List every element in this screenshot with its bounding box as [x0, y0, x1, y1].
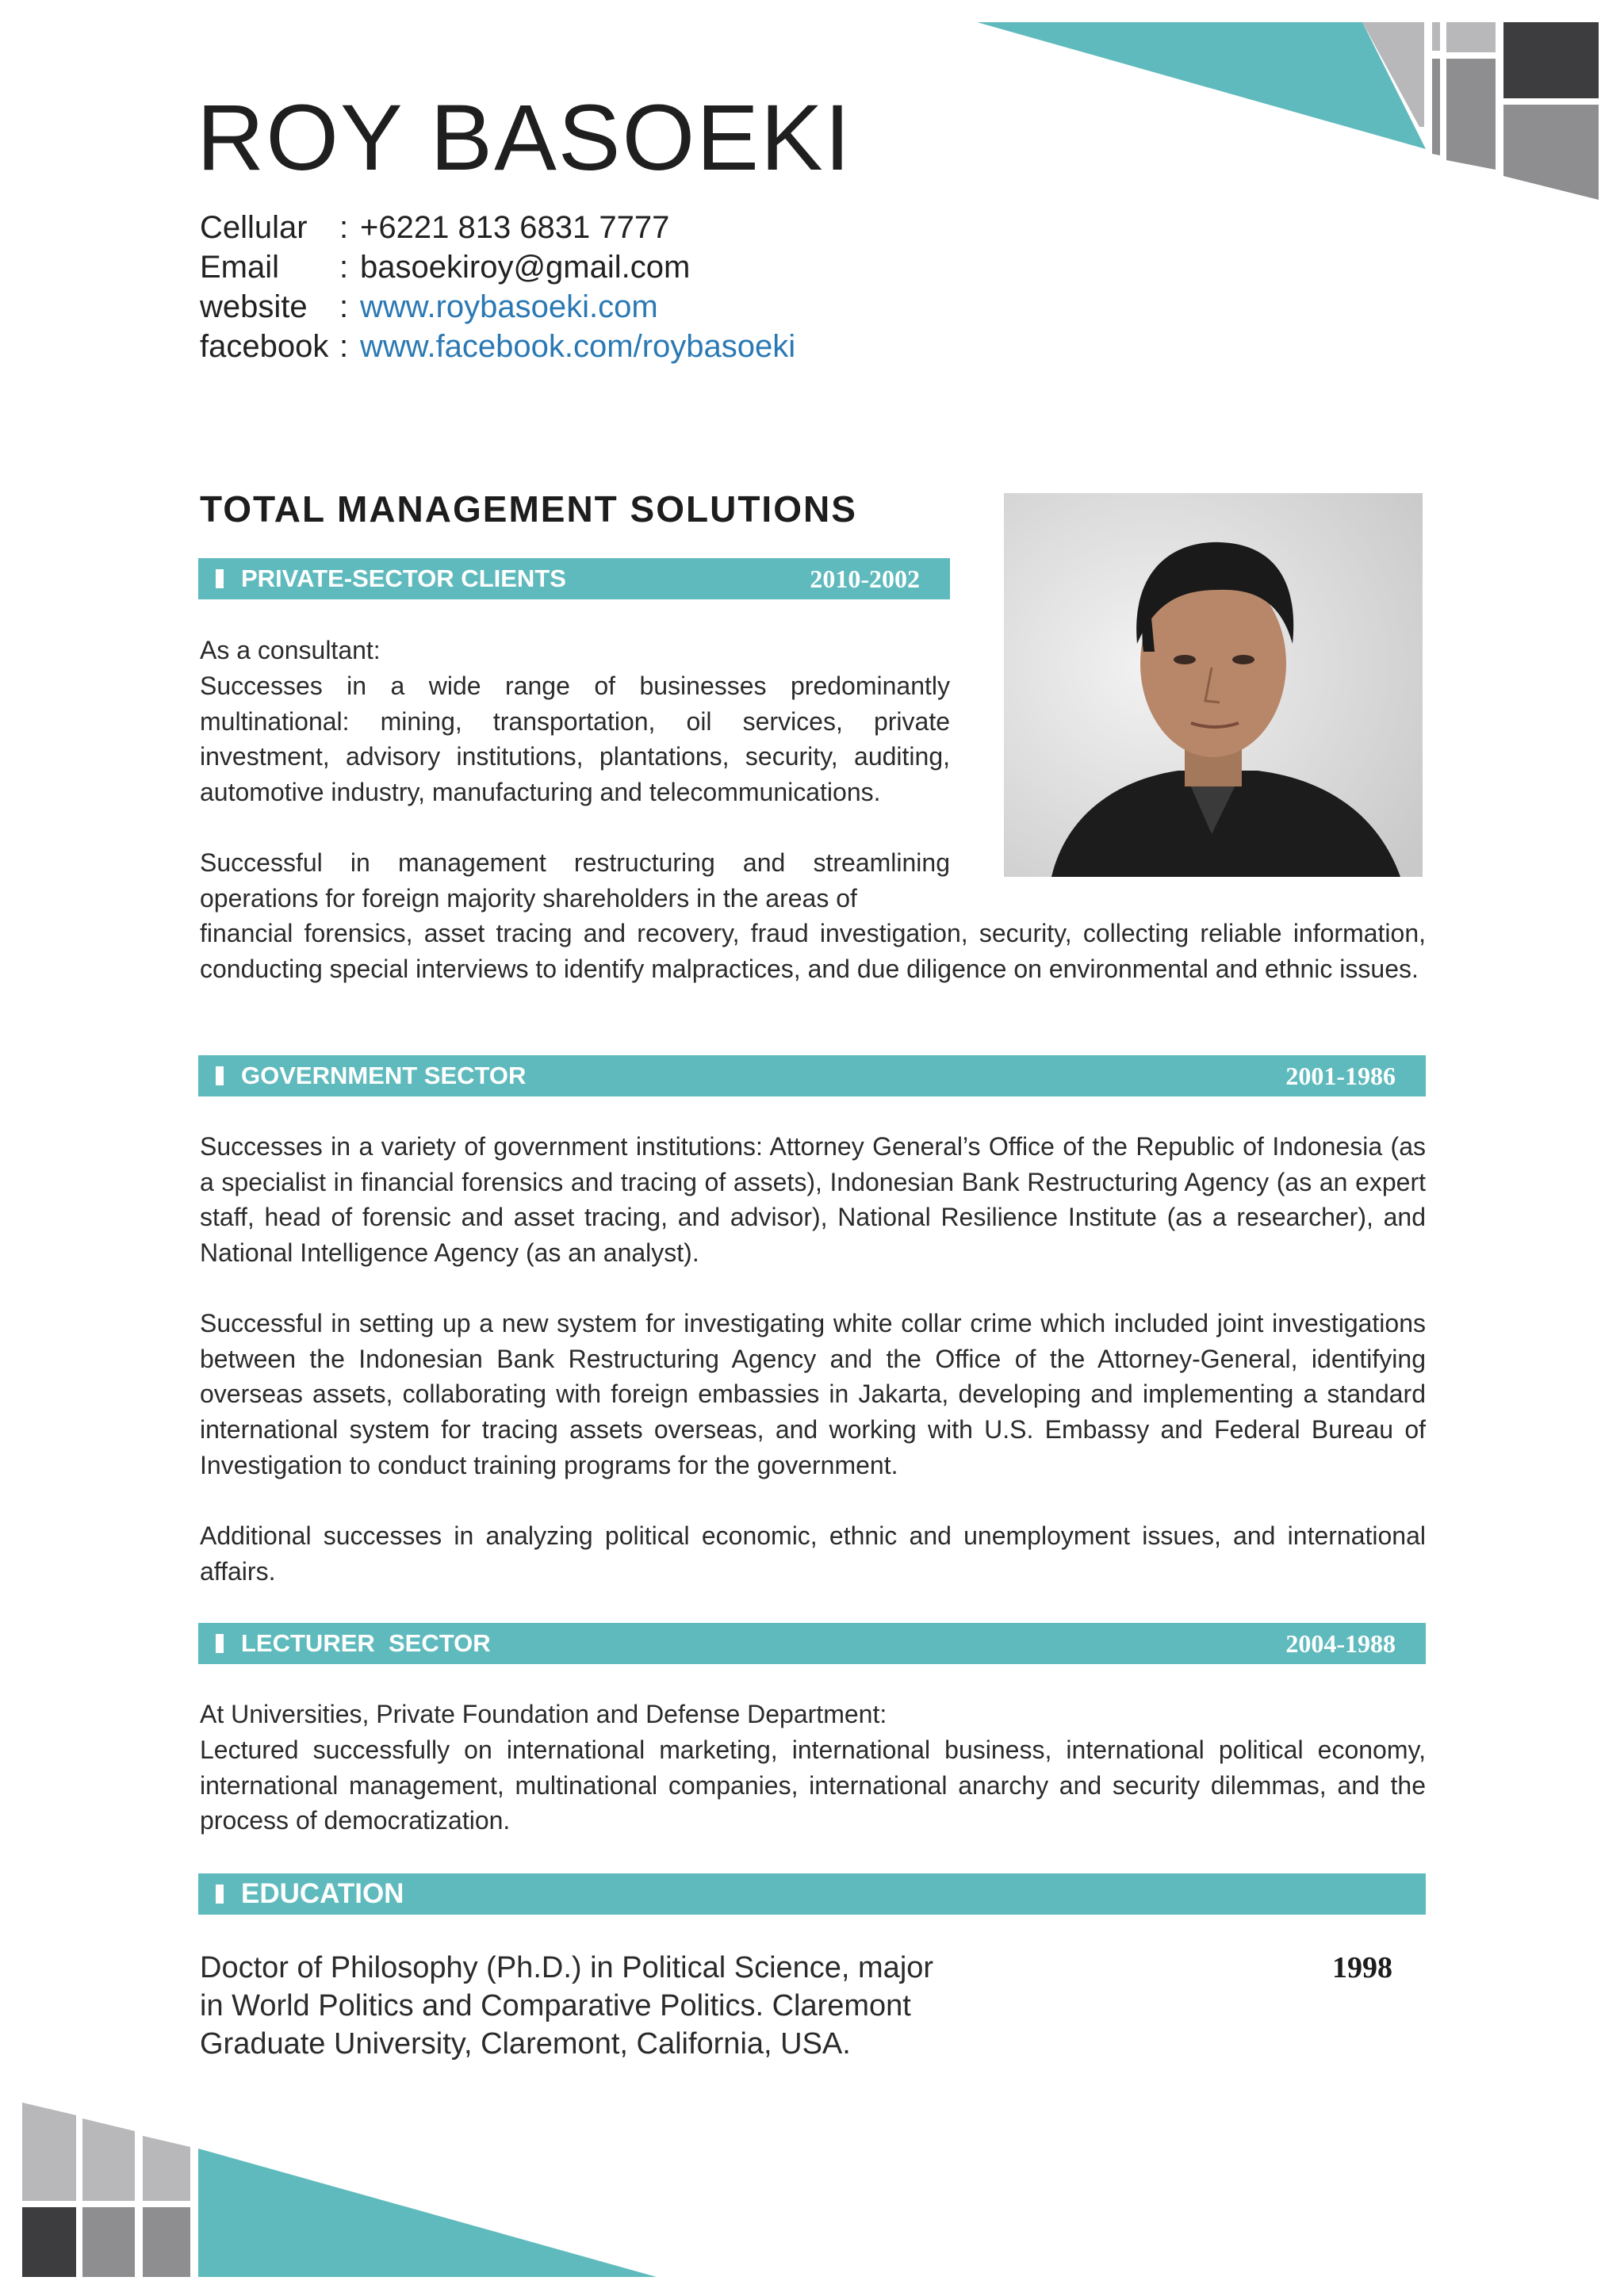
tile	[1503, 22, 1599, 98]
top-teal-stripe	[977, 22, 1426, 149]
tile	[22, 2103, 76, 2201]
lecturer-sector-label: LECTURER SECTOR	[241, 1629, 491, 1657]
education-degree: Doctor of Philosophy (Ph.D.) in Political Science, major in World Politics and Comparative Politics. Claremont Graduate University, Claremont, California, USA.	[200, 1951, 934, 2061]
top-right-decoration	[977, 22, 1599, 200]
portrait-illustration	[1004, 493, 1423, 877]
bar-marker	[216, 1066, 224, 1085]
private-sector-years: 2010-2002	[810, 564, 920, 593]
government-paragraph-1: Successes in a variety of government institutions: Attorney General’s Office of the Republic of Indonesia (as a specialist in financial forensics and tracing of assets), Indonesian Bank Restructuring Agency (as an expert staff, head of forensic and asset tracing, and advisor), National Resilience Institute (as a researcher), and National Intelligence Agency (as an analyst).	[200, 1132, 1426, 1268]
contact-label: Email	[200, 250, 280, 285]
person-name: ROY BASOEKI	[197, 86, 852, 190]
tile	[82, 2118, 135, 2201]
lecturer-paragraph: Lectured successfully on international marketing, international business, international political economy, international management, multinational companies, international anarchy and security dilemmas, and the process of democratization.	[200, 1735, 1426, 1835]
contact-separator: :	[339, 329, 349, 364]
private-paragraph-2-start: Successful in management restructuring and streamlining operations for foreign majority shareholders in the areas of	[200, 848, 950, 913]
government-paragraph-3: Additional successes in analyzing political economic, ethnic and unemployment issues, and international affairs.	[200, 1521, 1426, 1586]
profile-photo	[1004, 493, 1423, 877]
private-sector-header	[198, 558, 950, 599]
tile	[1446, 22, 1496, 52]
education-header	[198, 1873, 1426, 1915]
contact-label: website	[200, 289, 308, 324]
government-paragraph-2: Successful in setting up a new system for investigating white collar crime which included joint investigations between the Indonesian Bank Restructuring Agency and the Office of the Attorney-General, identifying overseas assets, collaborating with foreign embassies in Jakarta, developing and implementing a standard international system for tracing assets overseas, and working with U.S. Embassy and Federal Bureau of Investigation to conduct training programs for the government.	[200, 1309, 1426, 1479]
private-paragraph-1: Successes in a wide range of businesses predominantly multinational: mining, transportation, oil services, private investment, advisory institutions, plantations, security, auditing, automotive industry, manufacturing and telecommunications.	[200, 672, 950, 807]
bottom-left-decoration	[22, 2103, 657, 2277]
private-intro: As a consultant:	[200, 636, 381, 664]
contact-separator: :	[339, 210, 349, 245]
tile	[1432, 59, 1440, 155]
contact-row-facebook	[200, 327, 795, 366]
facebook-link[interactable]: www.facebook.com/roybasoeki	[360, 329, 796, 364]
contact-label: facebook	[200, 329, 329, 364]
tile	[1503, 105, 1599, 200]
private-sector-label: PRIVATE-SECTOR CLIENTS	[241, 564, 566, 592]
email-address: basoekiroy@gmail.com	[360, 250, 691, 285]
contact-row-cellular	[200, 208, 795, 247]
government-sector-label: GOVERNMENT SECTOR	[241, 1062, 527, 1089]
tile	[143, 2207, 190, 2277]
bar-marker	[216, 1885, 224, 1904]
contact-separator: :	[339, 289, 349, 324]
tile	[22, 2207, 76, 2277]
lecturer-sector-years: 2004-1988	[1285, 1628, 1396, 1658]
phone-number: +6221 813 6831 7777	[360, 210, 670, 245]
lecturer-intro: At Universities, Private Foundation and Defense Department:	[200, 1700, 887, 1728]
education-year: 1998	[1332, 1951, 1392, 1984]
contact-row-website	[200, 287, 795, 327]
education-label: EDUCATION	[241, 1878, 404, 1909]
contact-label: Cellular	[200, 210, 308, 245]
bar-marker	[216, 1634, 224, 1653]
contact-separator: :	[339, 250, 349, 285]
government-sector-header	[198, 1055, 1426, 1096]
bottom-teal-stripe	[198, 2149, 657, 2277]
tile	[1432, 22, 1440, 51]
website-link[interactable]: www.roybasoeki.com	[360, 289, 658, 324]
lecturer-sector-header	[198, 1623, 1426, 1664]
private-paragraph-2-end: financial forensics, asset tracing and recovery, fraud investigation, security, collecting reliable information, conducting special interviews to identify malpractices, and due diligence on environmental and ethnic issues.	[200, 919, 1426, 983]
section-title: TOTAL MANAGEMENT SOLUTIONS	[200, 488, 857, 530]
tile	[1446, 59, 1496, 170]
bar-marker	[216, 569, 224, 588]
tile	[82, 2207, 135, 2277]
tile	[143, 2136, 190, 2201]
contact-info	[200, 208, 795, 366]
government-sector-years: 2001-1986	[1285, 1061, 1396, 1090]
contact-row-email	[200, 247, 795, 287]
